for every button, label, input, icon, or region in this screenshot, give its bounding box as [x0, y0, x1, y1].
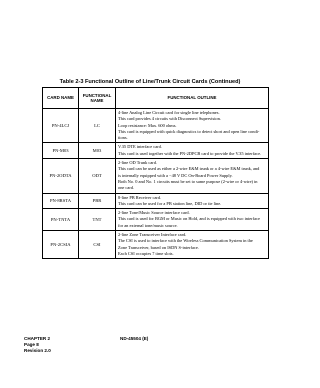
card-name-cell: PN-2ODTA [43, 159, 79, 193]
table-row [43, 193, 269, 209]
outline-line: This card can be used as either a 2-wire E&M trunk or a 4-wire E&M trunk, and [118, 166, 260, 172]
functional-outline-table [42, 87, 269, 259]
outline-line: Both No. 0 and No. 1 circuits must be set to same purpose (2-wire or 4-wire) in [118, 178, 258, 184]
outline-line: This card is used together with the PN-2DPCB card to provide the V.35 interface. [118, 150, 262, 156]
functional-outline-cell [116, 143, 269, 159]
outline-line: 8-line PB Receiver card. [118, 194, 162, 200]
outline-line: V.35 DTE interface card. [118, 144, 162, 150]
functional-outline-cell [116, 109, 269, 143]
functional-outline-cell [116, 159, 269, 193]
functional-name-cell: CSI [79, 231, 116, 259]
functional-outline-cell [116, 209, 269, 231]
footer-left [24, 336, 51, 354]
outline-line: The CSI is used to interface with the Wireless Communication System in the [118, 238, 253, 244]
card-name-cell: PN-8RSTA [43, 193, 79, 209]
outline-line: 4-line Analog Line Circuit card for single line telephones. [118, 110, 220, 115]
outline-line: one card. [118, 185, 135, 191]
outline-line: This card provides 4 circuits with Disconnect Supervision. [118, 116, 221, 122]
table-header-row [43, 88, 269, 109]
header-functional-outline: FUNCTIONAL OUTLINE [116, 88, 269, 109]
outline-line: 2-line OD Trunk card. [118, 160, 158, 166]
table-row [43, 209, 269, 231]
outline-line: Loop resistance: Max. 600 ohms. [118, 122, 177, 128]
table-row [43, 143, 269, 159]
outline-line: Each CSI occupies 7 time slots. [118, 250, 174, 256]
functional-name-cell: PBR [79, 193, 116, 209]
table-row [43, 109, 269, 143]
outline-line: Zone Transceiver, based on ISDN S-interface. [118, 244, 199, 250]
page-number: Page 8 [24, 342, 39, 347]
functional-outline-cell [116, 193, 269, 209]
header-functional-name-line2: NAME [90, 98, 104, 103]
revision-label: Revision 2.0 [24, 348, 51, 353]
document-number: ND-45504 (E) [120, 336, 149, 341]
outline-line: tions. [118, 135, 128, 141]
table-row [43, 159, 269, 193]
header-functional-name-line1: FUNCTIONAL [82, 92, 112, 98]
outline-line: This card is used for BGM or Music on Hold, and is equipped with two interface [118, 216, 260, 222]
outline-line: is internally equipped with a −48 V DC On-Board Power Supply. [118, 172, 233, 178]
functional-name-cell: TNT [79, 209, 116, 231]
outline-line: This card can be used for a PB station line, DID or tie line. [118, 200, 222, 206]
functional-outline-cell [116, 231, 269, 259]
card-name-cell: PN-2CSIA [43, 231, 79, 259]
functional-name-cell: LC [79, 109, 116, 143]
card-name-cell: PN-4LCJ [43, 109, 79, 143]
chapter-label: CHAPTER 2 [24, 336, 51, 341]
outline-line: 2-line Tone/Music Source interface card. [118, 210, 190, 216]
header-functional-name [79, 88, 116, 109]
card-name-cell: PN-M03 [43, 143, 79, 159]
card-name-cell: PN-TNTA [43, 209, 79, 231]
functional-name-cell: ODT [79, 159, 116, 193]
outline-line: This card is equipped with quick diagnostics to detect short and open line condi- [118, 128, 260, 134]
table-row [43, 231, 269, 259]
header-card-name: CARD NAME [43, 88, 79, 109]
functional-name-cell: M03 [79, 143, 116, 159]
outline-line: for an external tone/music source. [118, 222, 178, 228]
table-caption: Table 2-3 Functional Outline of Line/Trunk Circuit Cards (Continued) [59, 79, 241, 85]
outline-line: 2-line Zone Transceiver Interface card. [118, 232, 187, 238]
